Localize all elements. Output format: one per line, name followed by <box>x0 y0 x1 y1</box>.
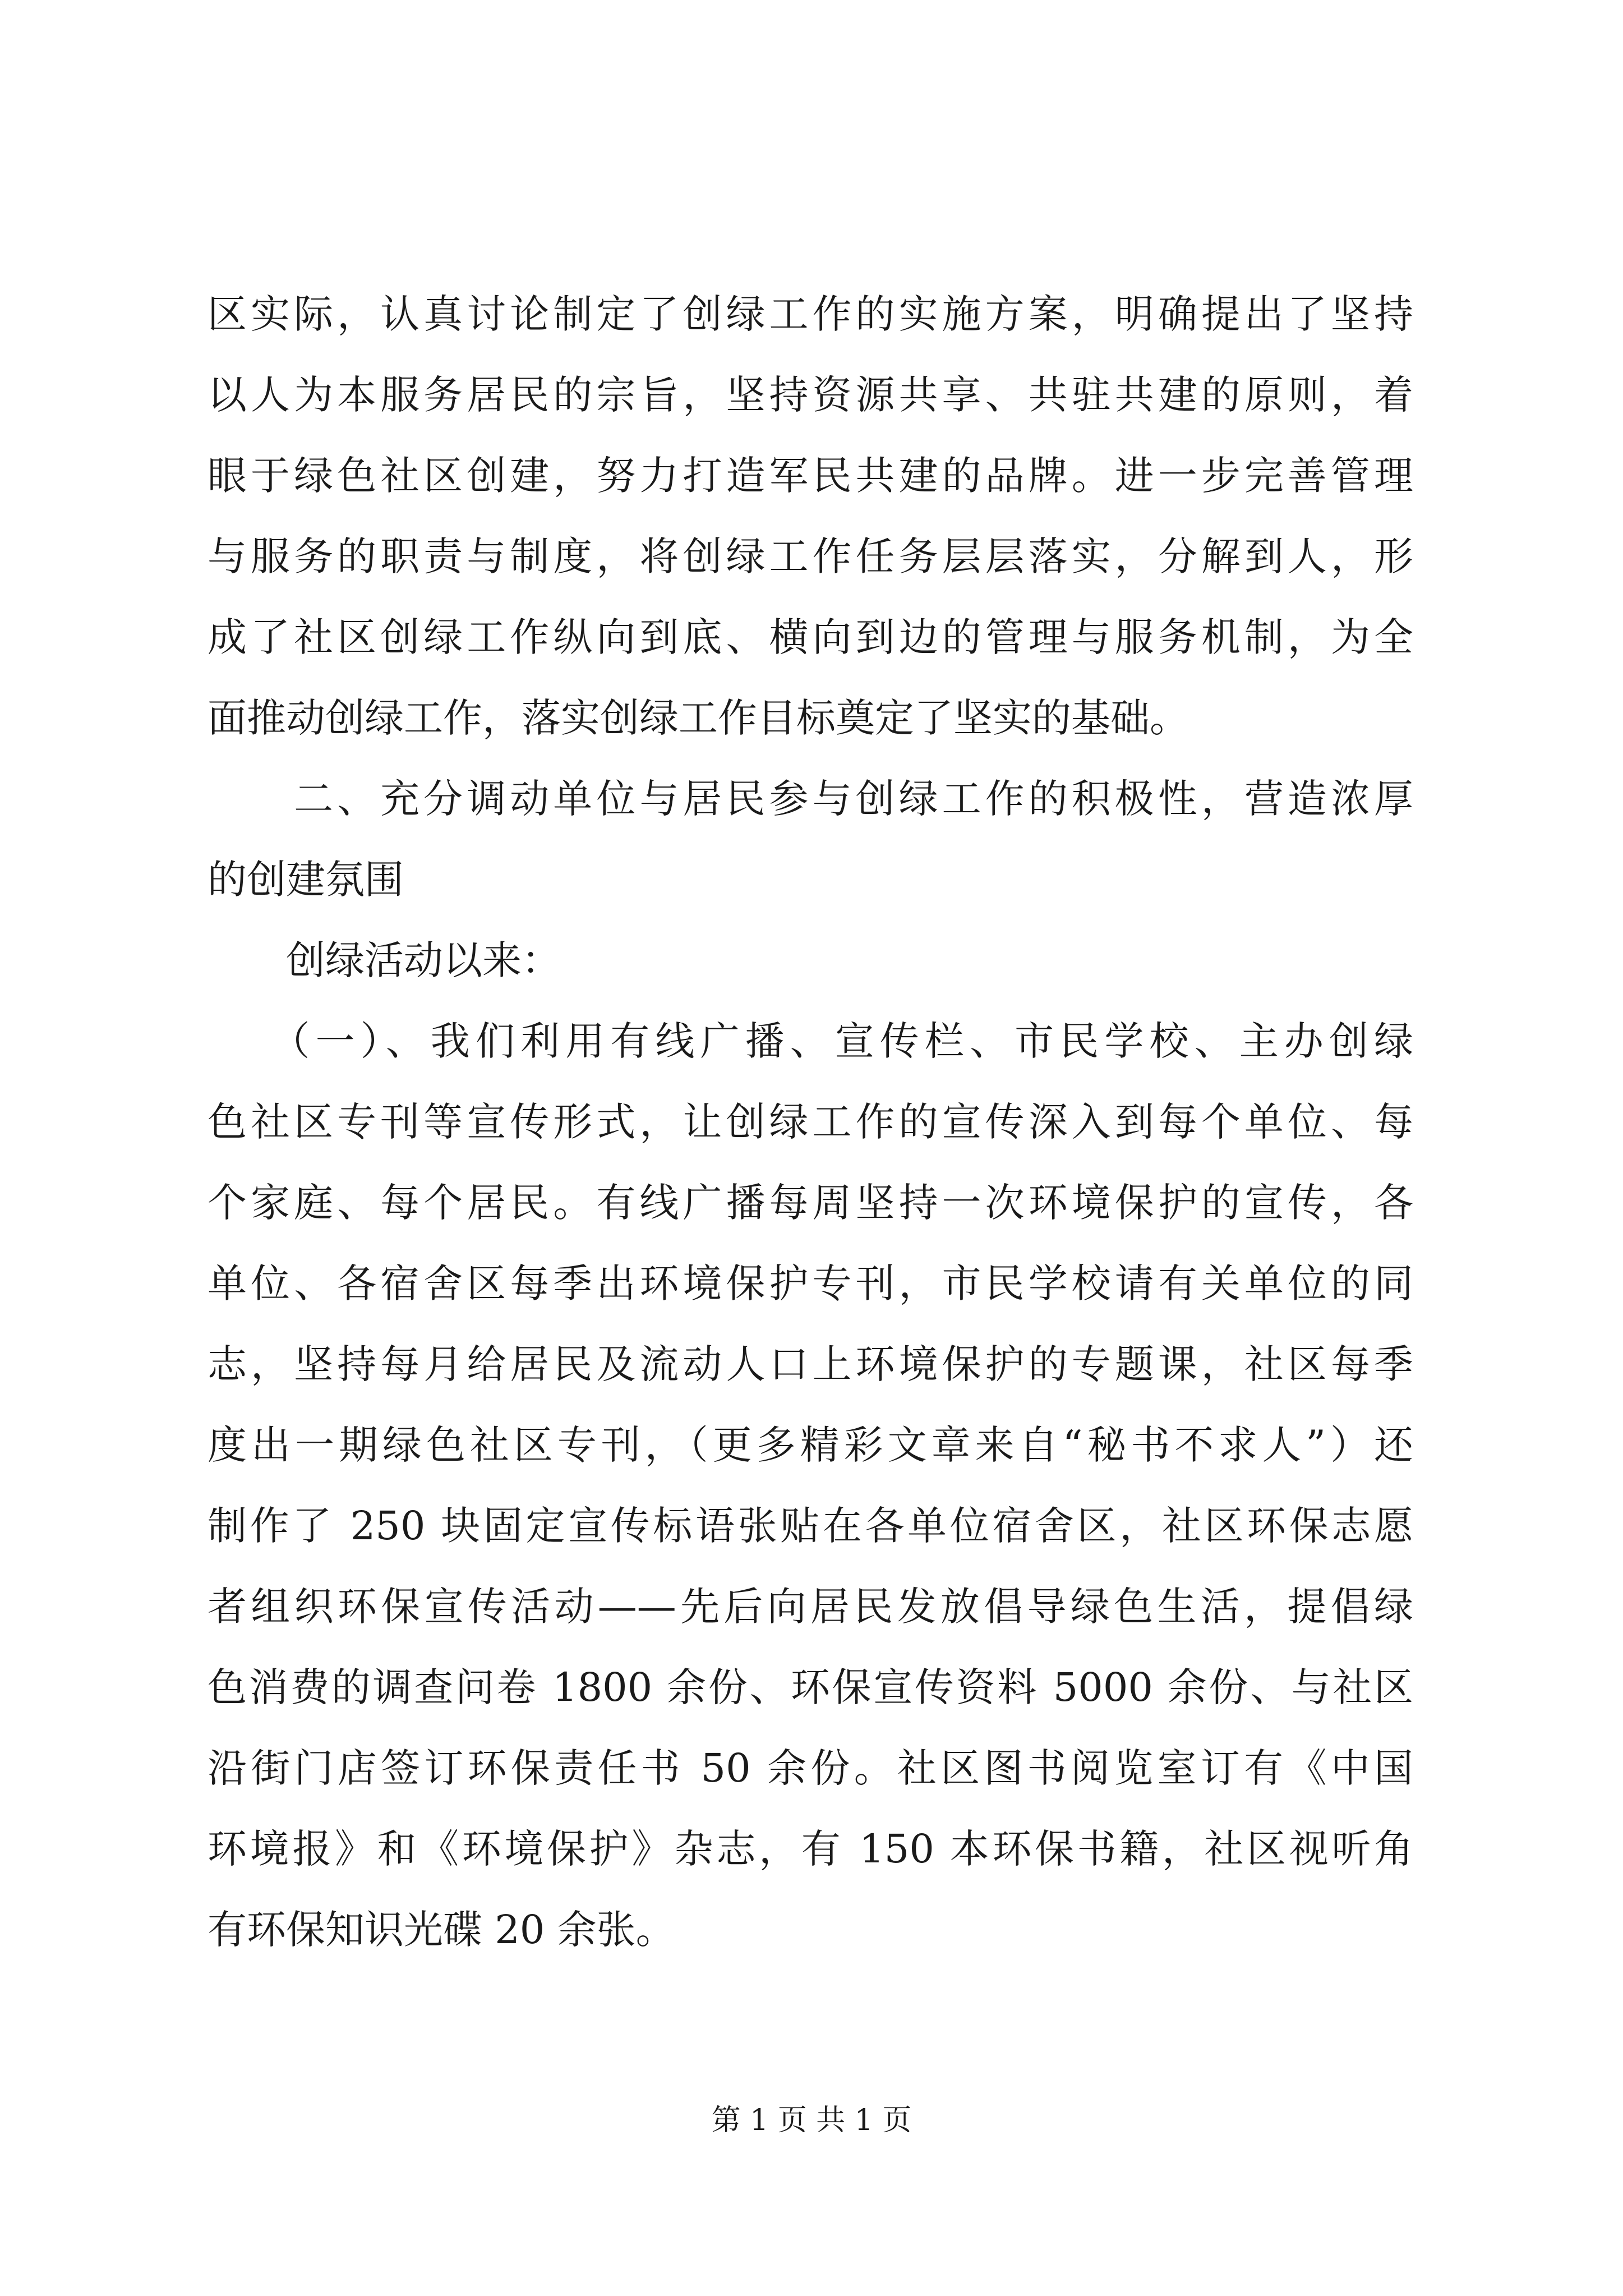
text-line: 沿街门店签订环保责任书 50 余份。社区图书阅览室订有《中国 <box>208 1745 1413 1791</box>
text-line: 度出一期绿色社区专刊，（更多精彩文章来自“秘书不求人”）还 <box>208 1422 1413 1468</box>
text-line: 者组织环保宣传活动——先后向居民发放倡导绿色生活，提倡绿 <box>208 1584 1413 1630</box>
text-line: 环境报》和《环境保护》杂志，有 150 本环保书籍，社区视听角 <box>208 1826 1413 1872</box>
text-line: （一）、我们利用有线广播、宣传栏、市民学校、主办创绿 <box>208 1018 1413 1064</box>
text-line: 色社区专刊等宣传形式，让创绿工作的宣传深入到每个单位、每 <box>208 1099 1413 1145</box>
text-line: 个家庭、每个居民。有线广播每周坚持一次环境保护的宣传，各 <box>208 1180 1413 1226</box>
section-heading-line: 二、充分调动单位与居民参与创绿工作的积极性，营造浓厚 <box>208 776 1413 822</box>
text-line: 制作了 250 块固定宣传标语张贴在各单位宿舍区，社区环保志愿 <box>208 1503 1413 1549</box>
page-footer: 第 1 页 共 1 页 <box>711 2104 912 2137</box>
text-line: 与服务的职责与制度，将创绿工作任务层层落实，分解到人，形 <box>208 533 1413 579</box>
text-line: 成了社区创绿工作纵向到底、横向到边的管理与服务机制，为全 <box>208 614 1413 660</box>
text-line: 创绿活动以来： <box>208 937 561 983</box>
text-line: 面推动创绿工作，落实创绿工作目标奠定了坚实的基础。 <box>208 695 1189 741</box>
text-line: 色消费的调查问卷 1800 余份、环保宣传资料 5000 余份、与社区 <box>208 1664 1413 1710</box>
section-heading-line: 的创建氛围 <box>208 857 404 903</box>
document-body <box>208 274 1413 1970</box>
text-line: 单位、各宿舍区每季出环境保护专刊，市民学校请有关单位的同 <box>208 1260 1413 1306</box>
text-line: 眼于绿色社区创建，努力打造军民共建的品牌。进一步完善管理 <box>208 453 1413 499</box>
text-line: 志，坚持每月给居民及流动人口上环境保护的专题课，社区每季 <box>208 1341 1413 1387</box>
text-line: 有环保知识光碟 20 余张。 <box>208 1907 675 1953</box>
text-line: 以人为本服务居民的宗旨，坚持资源共享、共驻共建的原则，着 <box>208 372 1413 418</box>
text-line: 区实际，认真讨论制定了创绿工作的实施方案，明确提出了坚持 <box>208 291 1413 337</box>
